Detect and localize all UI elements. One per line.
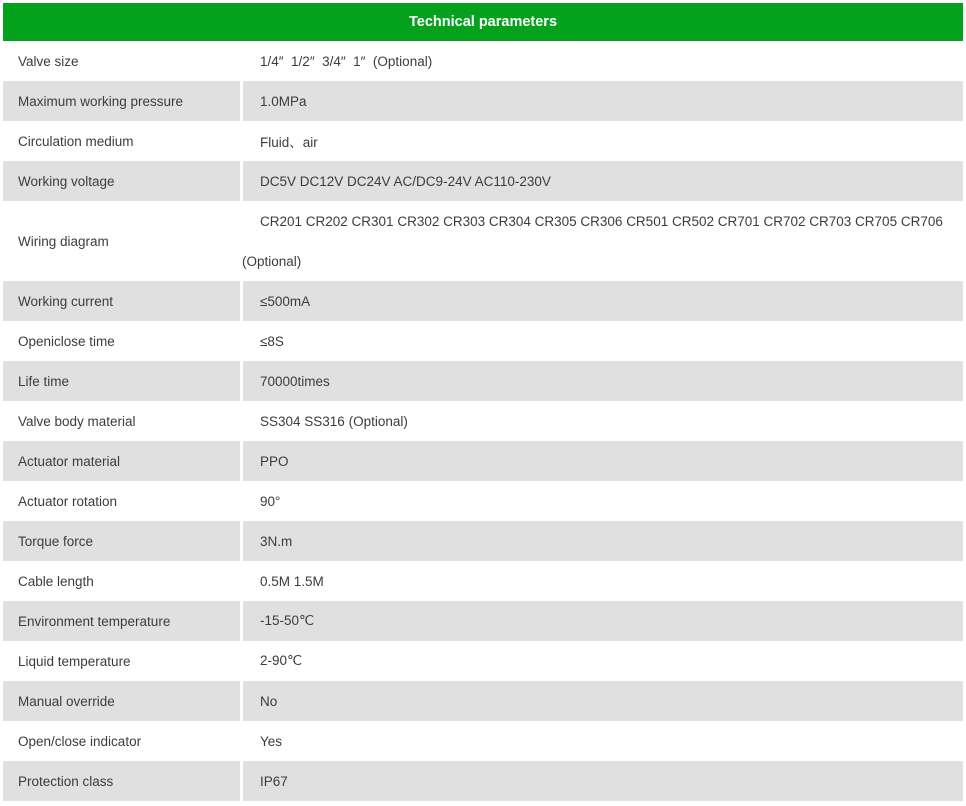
row-label: Valve size — [18, 53, 79, 69]
table-row — [3, 641, 963, 681]
table-row — [3, 121, 963, 161]
row-value: No — [243, 681, 963, 721]
row-value: 1/4″ 1/2″ 3/4″ 1″ (Optional) — [260, 53, 433, 69]
table-row — [3, 201, 963, 281]
row-value: PPO — [243, 441, 963, 481]
row-label: Environment temperature — [3, 601, 240, 641]
row-label: Maximum working pressure — [3, 81, 240, 121]
row-value: DC5V DC12V DC24V AC/DC9-24V AC110-230V — [243, 161, 963, 201]
table-row — [3, 41, 963, 81]
technical-parameters-table — [3, 3, 963, 801]
row-value: 1.0MPa — [243, 81, 963, 121]
row-value-line2: (Optional) — [242, 253, 302, 269]
row-label: Actuator material — [3, 441, 240, 481]
row-label: Valve body material — [18, 413, 136, 429]
row-label: Protection class — [3, 761, 240, 801]
row-value: 0.5M 1.5M — [260, 573, 324, 589]
row-label: Cable length — [18, 573, 94, 589]
row-label: Open/close indicator — [18, 733, 142, 749]
table-row — [3, 521, 963, 561]
table-row — [3, 561, 963, 601]
row-label: Wiring diagram — [18, 233, 109, 249]
row-value: ≤8S — [260, 333, 284, 349]
table-row — [3, 401, 963, 441]
row-value: IP67 — [243, 761, 963, 801]
row-value: -15-50℃ — [243, 601, 963, 641]
row-label: Liquid temperature — [18, 653, 131, 669]
table-title-bar — [3, 3, 963, 41]
table-row — [3, 481, 963, 521]
row-value: 2-90℃ — [260, 653, 303, 668]
table-row — [3, 441, 963, 481]
row-value: SS304 SS316 (Optional) — [260, 413, 408, 429]
row-value-line1: CR201 CR202 CR301 CR302 CR303 CR304 CR305 CR306 CR501 CR502 CR701 CR702 CR703 CR705 CR706 — [260, 213, 943, 229]
table-title: Technical parameters — [408, 14, 558, 30]
row-label: Torque force — [3, 521, 240, 561]
table-row — [3, 601, 963, 641]
row-value: 3N.m — [243, 521, 963, 561]
row-value — [243, 201, 963, 281]
row-value: Yes — [260, 733, 283, 749]
row-label: Manual override — [3, 681, 240, 721]
row-label: Circulation medium — [18, 133, 134, 149]
row-value: 70000times — [243, 361, 963, 401]
table-row — [3, 161, 963, 201]
table-row — [3, 761, 963, 801]
row-label: Working current — [3, 281, 240, 321]
row-value: 90° — [260, 493, 281, 509]
table-row — [3, 81, 963, 121]
table-row — [3, 721, 963, 761]
table-row — [3, 321, 963, 361]
table-row — [3, 281, 963, 321]
table-row — [3, 681, 963, 721]
row-label: Life time — [3, 361, 240, 401]
row-value: ≤500mA — [243, 281, 963, 321]
row-label: Actuator rotation — [18, 493, 118, 509]
row-label: Working voltage — [3, 161, 240, 201]
row-value: Fluid、air — [260, 135, 318, 150]
row-label: Openiclose time — [18, 333, 115, 349]
table-row — [3, 361, 963, 401]
